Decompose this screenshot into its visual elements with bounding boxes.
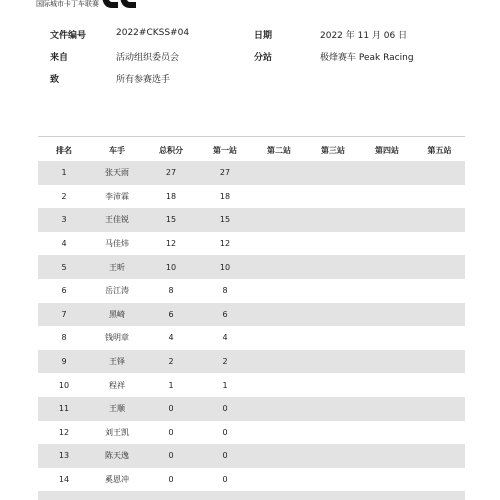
total-points-cell: 8 [168,286,174,296]
total-points-cell: 0 [168,475,174,485]
station-2-cell [252,255,306,279]
league-logo-mark [100,0,140,10]
station-3-cell [306,208,360,232]
station-2-cell [252,350,306,374]
to-value: 所有参赛选手 [116,75,171,85]
rank-cell: 8 [61,333,67,343]
station-2-cell [252,444,306,468]
station-1-cell: 0 [222,427,228,437]
table-divider [38,136,465,137]
total-points-cell: 1 [168,380,174,390]
station-1-cell: 15 [198,208,252,232]
station-3-cell [306,444,360,468]
rank-cell: 5 [38,255,90,279]
driver-cell: 张天雨 [90,161,144,185]
station-2-cell [252,397,306,421]
driver-cell: 刘王凯 [105,427,129,437]
header-total-points: 总积分 [159,146,183,155]
rank-cell: 9 [38,350,90,374]
station-4-cell [360,208,414,232]
rank-cell: 12 [58,427,70,437]
station-4-cell [360,185,414,209]
station-3-cell [306,326,360,350]
driver-cell: 钱明章 [105,333,129,343]
station-1-cell: 0 [198,444,252,468]
driver-cell: 陈天逸 [90,444,144,468]
table-row [38,468,465,492]
total-points-cell: 18 [165,191,177,201]
station-4-cell [360,444,414,468]
table-row [38,279,465,303]
station-4-cell [360,303,414,327]
station-5-cell [414,491,465,500]
total-points-cell: 2 [144,350,198,374]
station-3-cell [306,350,360,374]
league-logo [36,0,136,10]
table-header-row [38,140,465,161]
driver-cell: 李沛霖 [105,191,129,201]
station-3-cell [306,255,360,279]
station-5-cell [414,350,465,374]
rank-cell: 14 [58,475,70,485]
rank-cell: 3 [38,208,90,232]
station-2-cell [252,468,306,492]
station-3-cell [306,397,360,421]
from-label: 来自 [50,53,69,63]
station-4-cell [360,421,414,445]
station-2-cell [252,421,306,445]
station-2-cell [252,161,306,185]
station-5-cell [414,161,465,185]
rank-cell: 6 [61,286,67,296]
rank-cell: 11 [38,397,90,421]
station-4-cell [360,255,414,279]
table-row [38,326,465,350]
station-3-cell [306,421,360,445]
total-points-cell: 4 [168,333,174,343]
total-points-cell: 6 [144,303,198,327]
rank-cell: 13 [38,444,90,468]
station-5-cell [414,468,465,492]
header-station-4: 第四站 [375,146,399,155]
from-value: 活动组织委员会 [116,53,180,63]
station-2-cell [252,208,306,232]
station-3-cell [306,161,360,185]
standings-body [38,161,465,500]
station-5-cell [414,303,465,327]
table-row [38,397,465,421]
standings-table [38,140,465,500]
station-1-cell [198,491,252,500]
driver-cell: 黑崎 [90,303,144,327]
station-2-cell [252,232,306,256]
doc-no-label: 文件编号 [50,31,87,41]
station-1-cell: 1 [222,380,228,390]
header-rank: 排名 [56,146,72,155]
station-5-cell [414,421,465,445]
station-4-cell [360,468,414,492]
station-4-cell [360,279,414,303]
total-points-cell: 27 [144,161,198,185]
station-4-cell [360,326,414,350]
table-row [38,208,465,232]
header-station-2: 第二站 [267,146,291,155]
station-1-cell: 0 [198,397,252,421]
station-4-cell [360,232,414,256]
station-5-cell [414,373,465,397]
station-label: 分站 [254,53,273,63]
driver-cell [90,491,144,500]
header-station-1: 第一站 [213,146,237,155]
station-4-cell [360,373,414,397]
table-row [38,444,465,468]
station-2-cell [252,279,306,303]
to-label: 致 [50,75,60,85]
table-row [38,421,465,445]
station-3-cell [306,468,360,492]
driver-cell: 王铎 [90,350,144,374]
driver-cell: 岳江涛 [105,286,129,296]
driver-cell: 马佳炜 [105,239,129,249]
station-2-cell [252,303,306,327]
table-row [38,185,465,209]
table-row [38,373,465,397]
rank-cell: 10 [58,380,70,390]
rank-cell [38,491,90,500]
info-row-from [50,50,470,72]
station-5-cell [414,397,465,421]
header-station-3: 第三站 [321,146,345,155]
station-5-cell [414,444,465,468]
station-4-cell [360,397,414,421]
date-label: 日期 [254,31,273,41]
table-row [38,255,465,279]
rank-cell: 1 [38,161,90,185]
station-1-cell: 10 [198,255,252,279]
total-points-cell: 12 [165,239,177,249]
rank-cell: 2 [61,191,67,201]
station-3-cell [306,491,360,500]
station-4-cell [360,350,414,374]
station-3-cell [306,279,360,303]
driver-cell: 王佳锐 [90,208,144,232]
rank-cell: 4 [61,239,67,249]
station-3-cell [306,373,360,397]
doc-no-value: 2022#CKSS#04 [116,28,190,38]
driver-cell: 王顺 [90,397,144,421]
station-1-cell: 6 [198,303,252,327]
table-row [38,161,465,185]
station-5-cell [414,208,465,232]
header-driver: 车手 [109,146,125,155]
header-station-5: 第五站 [427,146,452,155]
total-points-cell: 0 [144,444,198,468]
station-1-cell: 8 [222,286,228,296]
driver-cell: 程祥 [109,380,125,390]
total-points-cell: 15 [144,208,198,232]
station-2-cell [252,373,306,397]
station-5-cell [414,279,465,303]
station-1-cell: 12 [219,239,231,249]
info-row-docno [50,28,470,50]
document-info [50,28,470,94]
station-1-cell: 18 [219,191,231,201]
table-row [38,232,465,256]
info-row-to [50,72,470,94]
table-row [38,303,465,327]
station-5-cell [414,326,465,350]
station-3-cell [306,303,360,327]
station-5-cell [414,255,465,279]
station-4-cell [360,491,414,500]
station-1-cell: 4 [222,333,228,343]
station-5-cell [414,185,465,209]
station-1-cell: 0 [222,475,228,485]
station-1-cell: 2 [198,350,252,374]
station-2-cell [252,326,306,350]
station-3-cell [306,232,360,256]
driver-cell: 奚恩冲 [105,475,129,485]
table-row [38,491,465,500]
station-3-cell [306,185,360,209]
station-4-cell [360,161,414,185]
driver-cell: 王昕 [90,255,144,279]
total-points-cell: 10 [144,255,198,279]
station-2-cell [252,491,306,500]
station-1-cell: 27 [198,161,252,185]
station-value: 极烽赛车 Peak Racing [320,53,414,63]
total-points-cell [144,491,198,500]
station-5-cell [414,232,465,256]
total-points-cell: 0 [144,397,198,421]
rank-cell: 7 [38,303,90,327]
total-points-cell: 0 [168,427,174,437]
station-2-cell [252,185,306,209]
date-value: 2022 年 11 月 06 日 [320,31,408,41]
league-logo-text: 国际城市卡丁车联赛 [36,0,99,8]
table-row [38,350,465,374]
